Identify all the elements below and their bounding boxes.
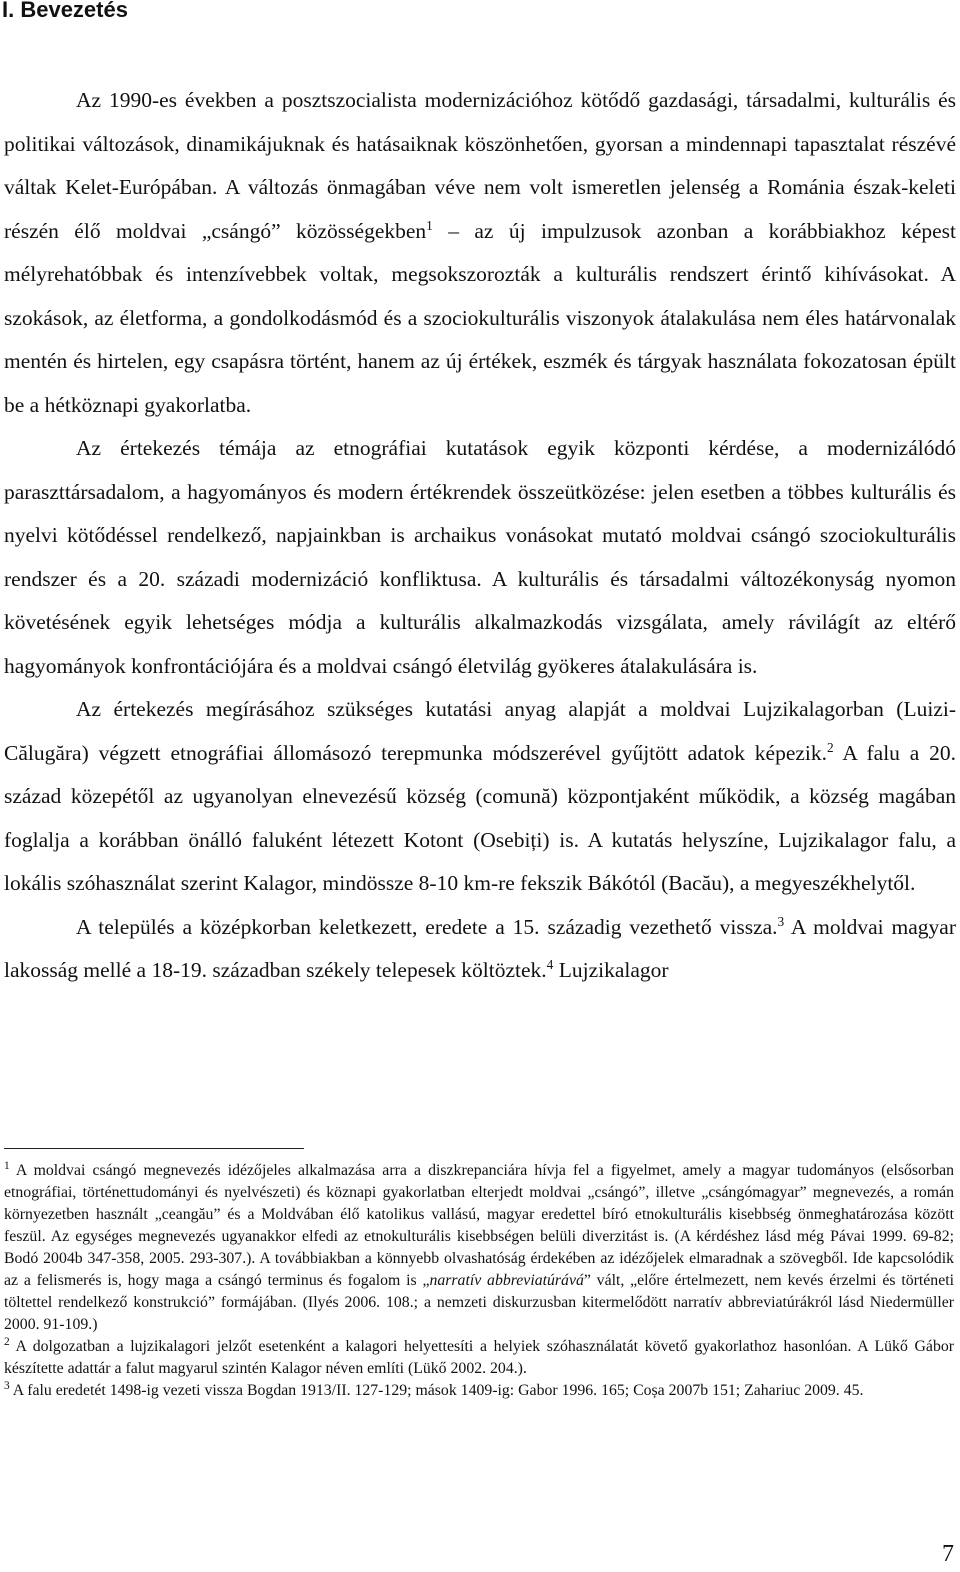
footnotes	[4, 1160, 954, 1402]
footnote-ref-4[interactable]: 4	[546, 957, 554, 973]
footnote-ref-2[interactable]: 2	[827, 739, 834, 755]
paragraph-1	[4, 79, 956, 427]
paragraph-1-text-cont: – az új impulzusok azonban a korábbiakhoz képest mélyrehatóbbak és intenzívebbek voltak, megsokszorozták a kulturális rendszert érintő kihívásokat. A szokások, az életforma, a gondolkodásmód és a szociokulturális viszonyok átalakulása nem éles határvonalak mentén és hirtelen, egy csapásra történt, hanem az új értékek, eszmék és tárgyak használata fokozatosan épült be a hétköznapi gyakorlatba.	[4, 218, 957, 417]
footnote-1-text-after: ” vált, „előre értelmezett, nem kevés érzelmi és történeti töltettel rendelkező konstrukció” formájában. (Ilyés 2006. 108.; a nemzeti diskurzusban kitermelődött narratív abbreviatúrákról lásd Niedermüller 2000. 91-109.)	[4, 1272, 954, 1333]
section-heading: I. Bevezetés	[2, 0, 128, 22]
footnote-number-2: 2	[4, 1335, 10, 1348]
footnote-1	[4, 1160, 954, 1336]
paragraph-3-text: Az értekezés megírásához szükséges kutatási anyag alapját a moldvai Lujzikalagorban (Luizi-Călugăra) végzett etnográfiai állomásozó terepmunka módszerével gyűjtött adatok képezik.	[4, 697, 956, 765]
footnote-3-text: A falu eredetét 1498-ig vezeti vissza Bogdan 1913/II. 127-129; mások 1409-ig: Gabor 1996. 165; Coșa 2007b 151; Zahariuc 2009. 45.	[9, 1382, 864, 1399]
paragraph-3	[4, 688, 956, 906]
paragraph-2	[4, 427, 956, 688]
paragraph-4-text-cont: A moldvai magyar lakosság mellé a 18-19. században székely telepesek költöztek.	[4, 914, 956, 982]
footnote-number-3: 3	[4, 1379, 10, 1392]
footnote-2-text: A dolgozatban a lujzikalagori jelzőt esetenként a kalagori helyettesíti a helyiek szóhasználatát követő gyakorlathoz hasonlóan. A Lükő Gábor készítette adattár a falut magyarul szintén Kalagor néven említi (Lükő 2002. 204.).	[4, 1338, 954, 1377]
body-text	[4, 79, 956, 993]
paragraph-4-text: A település a középkorban keletkezett, eredete a 15. századig vezethető vissza.	[76, 914, 778, 939]
footnote-number-1: 1	[4, 1159, 10, 1172]
footnote-2	[4, 1336, 954, 1380]
paragraph-1-text: Az 1990-es években a posztszocialista modernizációhoz kötődő gazdasági, társadalmi, kulturális és politikai változások, dinamikájuknak és hatásaiknak köszönhetően, gyorsan a mindennapi tapasztalat részévé váltak Kelet-Európában. A változás önmagában véve nem volt ismeretlen jelenség a Románia észak-keleti részén élő moldvai „csángó” közösségekben	[4, 88, 956, 243]
page-number: 7	[942, 1541, 954, 1567]
footnote-3	[4, 1380, 954, 1402]
paragraph-4-text-end: Lujzikalagor	[553, 958, 669, 982]
footnote-ref-1[interactable]: 1	[426, 217, 433, 233]
paragraph-3-text-cont: A falu a 20. század közepétől az ugyanolyan elnevezésű község (comună) központjaként működik, a község magában foglalja a korábban önálló faluként létezett Kotont (Osebiți) is. A kutatás helyszíne, Lujzikalagor falu, a lokális szóhasználat szerint Kalagor, mindössze 8-10 km-re fekszik Bákótól (Bacău), a megyeszékhelytől.	[4, 740, 956, 895]
footnote-1-italic: narratív abbreviatúrává	[429, 1272, 584, 1289]
footnote-1-text: A moldvai csángó megnevezés idézőjeles alkalmazása arra a diszkrepanciára hívja fel a figyelmet, amely a magyar tudományos (elsősorban etnográfiai, történettudományi és nyelvészeti) és köznapi gyakorlatban elterjedt moldvai „csángó”, illetve „csángómagyar” megnevezés, a román környezetben használt „ceangău” és a Moldvában élő katolikus vallású, magyar eredettel bíró etnokulturális kisebbség önmeghatározása között feszül. Az egységes megnevezés ugyanakkor elfedi az etnokulturális kisebbségen belüli diverzitást is. (A kérdéshez lásd még Pávai 1999. 69-82; Bodó 2004b 347-358, 2005. 293-307.). A továbbiakban a könnyebb olvashatóság érdekében az idézőjelek elmaradnak a szövegből. Ide kapcsolódik az a felismerés is, hogy maga a csángó terminus és fogalom is „	[4, 1162, 954, 1289]
footnote-divider	[4, 1148, 304, 1149]
footnote-ref-3[interactable]: 3	[777, 913, 785, 929]
paragraph-2-text: Az értekezés témája az etnográfiai kutatások egyik központi kérdése, a modernizálódó paraszttársadalom, a hagyományos és modern értékrendek összeütközése: jelen esetben a többes kulturális és nyelvi kötődéssel rendelkező, napjainkban is archaikus vonásokat mutató moldvai csángó szociokulturális rendszer és a 20. századi modernizáció konfliktusa. A kulturális és társadalmi változékonyság nyomon követésének egyik lehetséges módja a kulturális alkalmazkodás vizsgálata, amely rávilágít az eltérő hagyományok konfrontációjára és a moldvai csángó életvilág gyökeres átalakulására is.	[4, 436, 956, 678]
paragraph-4	[4, 906, 956, 993]
